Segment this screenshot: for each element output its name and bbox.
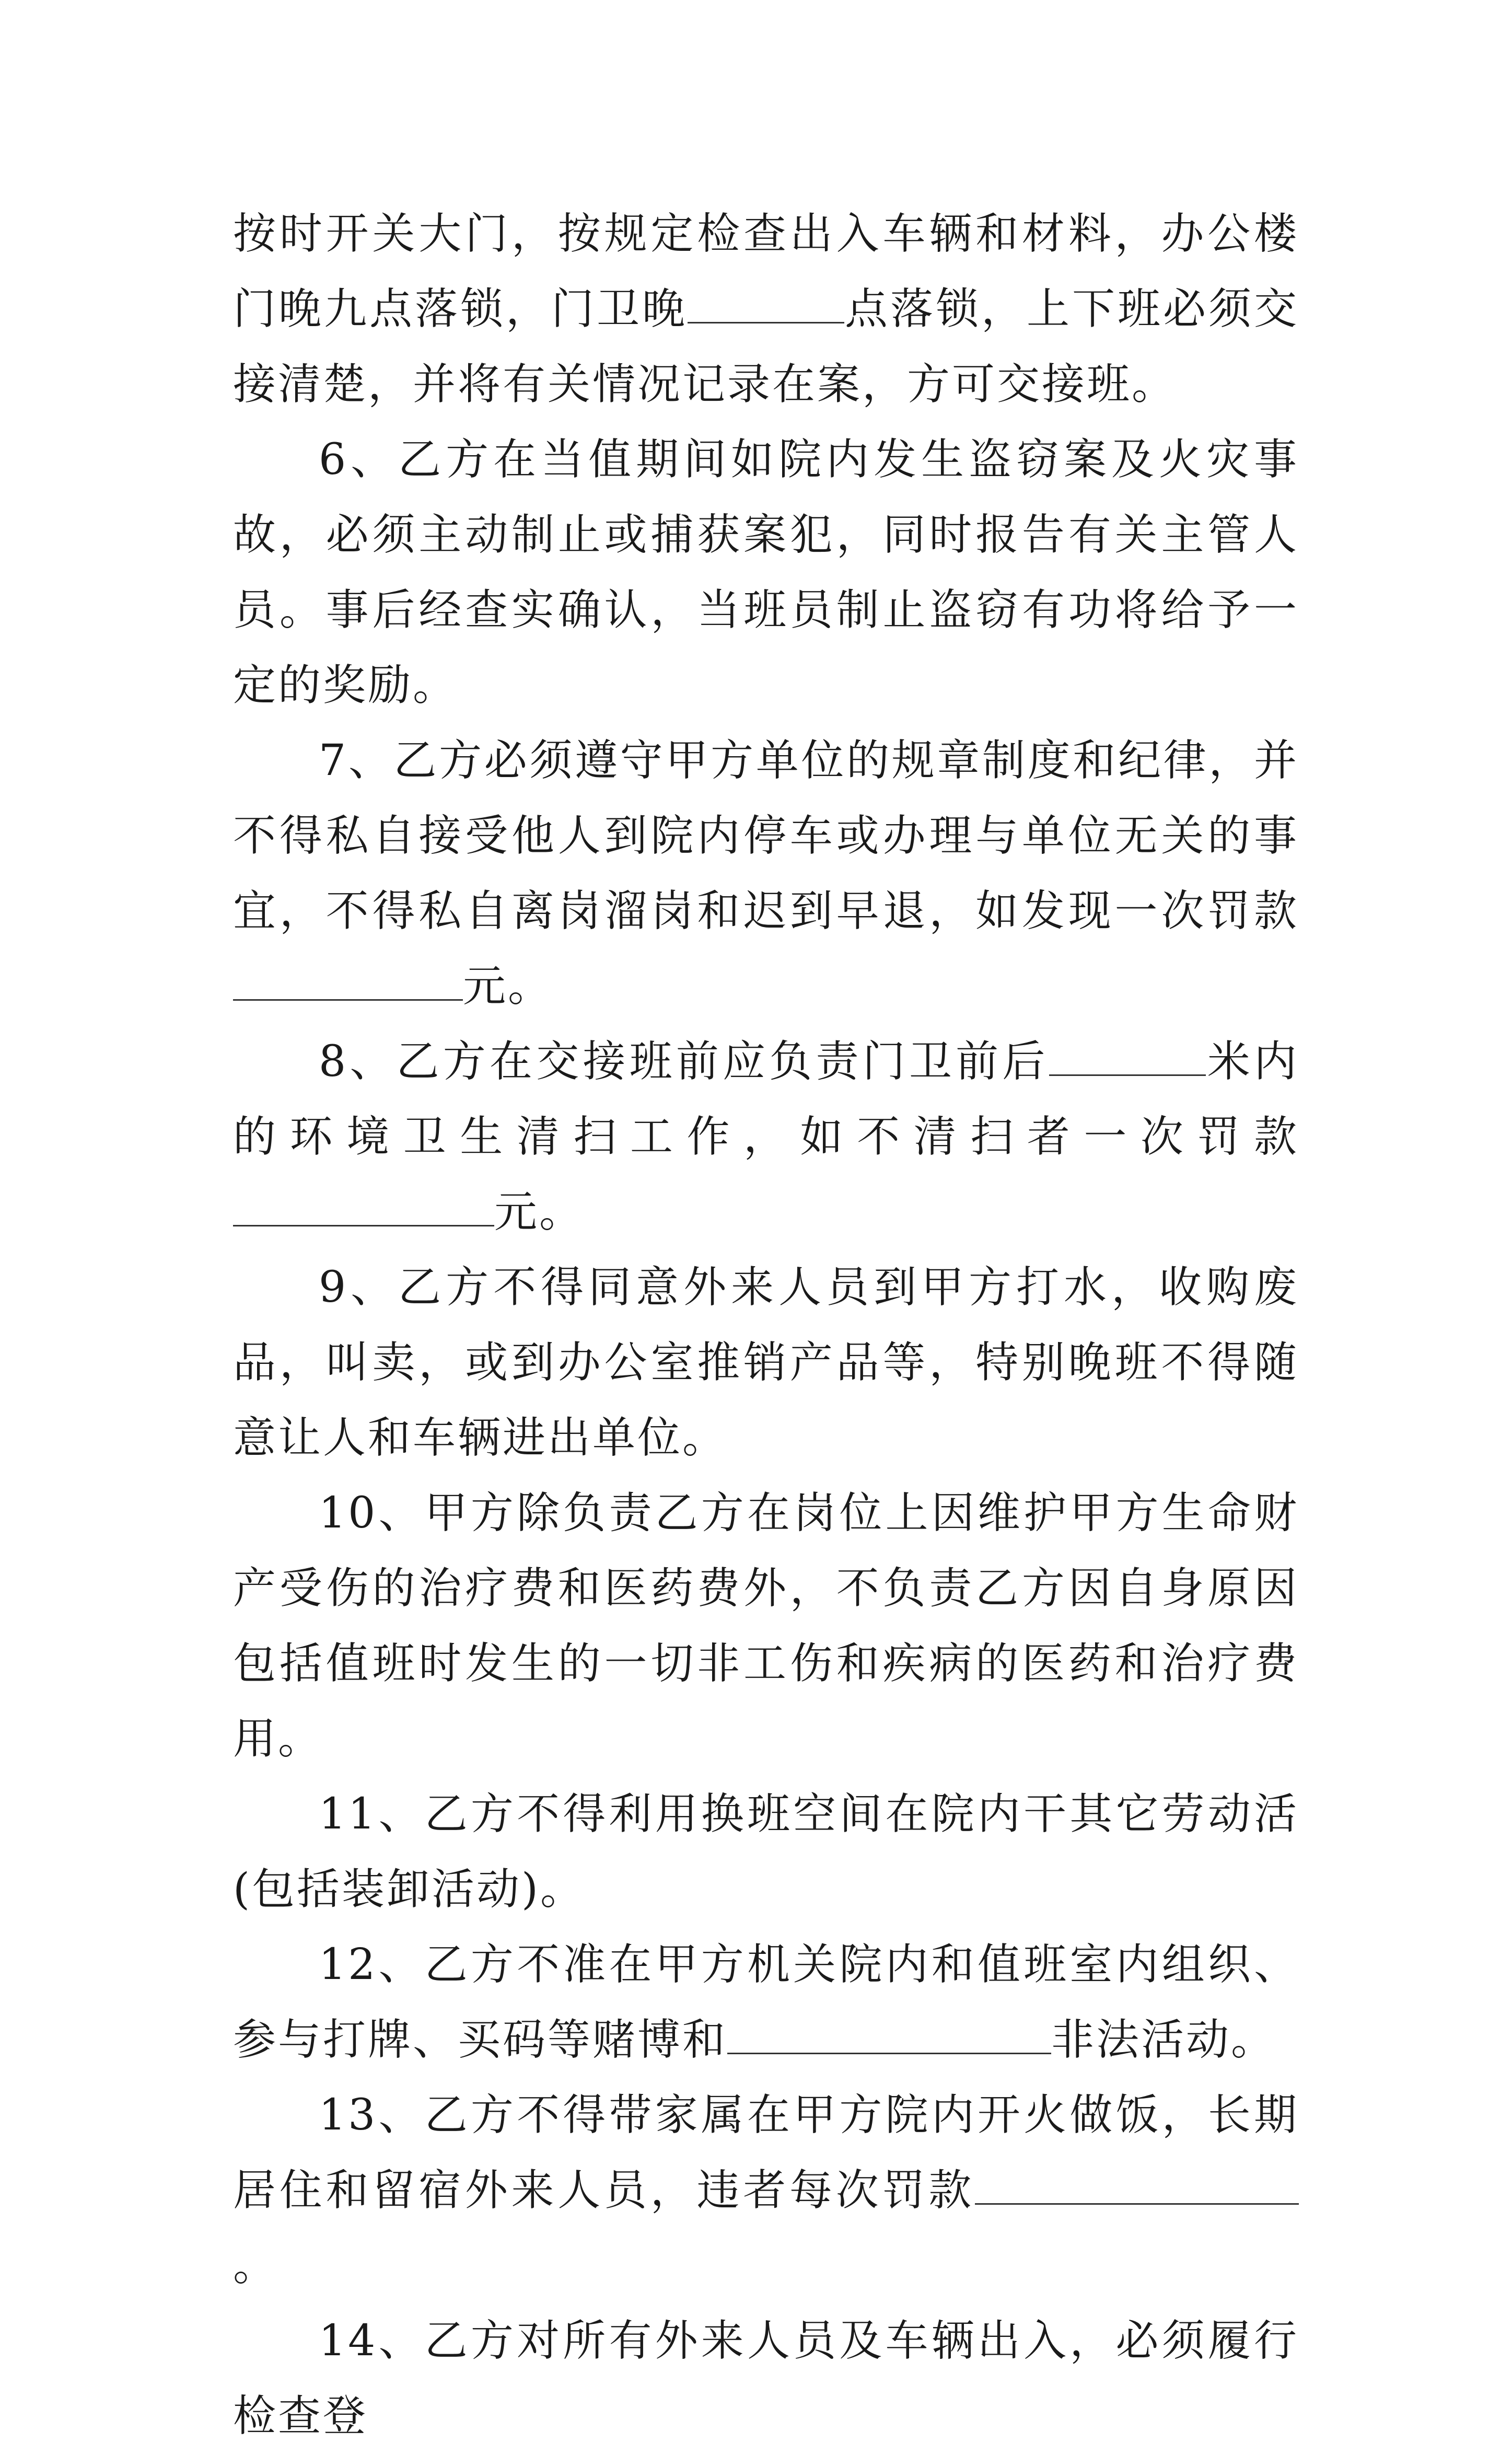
- fill-in-blank: [727, 2015, 1051, 2054]
- paragraph-text: 6、乙方在当值期间如院内发生盗窃案及火灾事故，必须主动制止或捕获案犯，同时报告有关主管人员。事后经查实确认，当班员制止盗窃有功将给予一定的奖励。: [233, 435, 1299, 710]
- paragraph-text: 。: [233, 2241, 278, 2290]
- paragraph-p6: [233, 422, 1299, 723]
- paragraph-text: 9、乙方不得同意外来人员到甲方打水，收购废品，叫卖，或到办公室推销产品等，特别晚班不得随意让人和车辆进出单位。: [233, 1263, 1299, 1463]
- paragraph-p12: [233, 1927, 1299, 2078]
- paragraph-p8: [233, 1024, 1299, 1250]
- paragraph-text: 点落锁，上下班必须交接清楚，并将有关情况记录在案，方可交接班。: [233, 284, 1299, 409]
- fill-in-blank: [233, 962, 463, 1001]
- paragraph-text: 13、乙方不得带家属在甲方院内开火做饭，长期居住和留宿外来人员，违者每次罚款: [233, 2090, 1299, 2215]
- fill-in-blank: [975, 2166, 1299, 2205]
- paragraph-text: 12、乙方不准在甲方机关院内和值班室内组织、参与打牌、买码等赌博和: [233, 1940, 1299, 2065]
- paragraph-p10: [233, 1476, 1299, 1777]
- paragraph-text: 元。: [494, 1187, 585, 1237]
- paragraph-text: 米内的环境卫生清扫工作，如不清扫者一次罚款: [233, 1037, 1299, 1162]
- fill-in-blank: [1049, 1037, 1206, 1076]
- paragraph-text: 按时开关大门，按规定检查出入车辆和材料，办公楼门晚九点落锁，门卫晚: [233, 209, 1299, 334]
- fill-in-blank: [688, 284, 844, 323]
- fill-in-blank: [233, 1187, 494, 1226]
- paragraph-text: 11、乙方不得利用换班空间在院内干其它劳动活(包括装卸活动)。: [233, 1789, 1299, 1914]
- paragraph-p7: [233, 723, 1299, 1024]
- paragraph-p14: [233, 2303, 1299, 2454]
- paragraph-text: 10、甲方除负责乙方在岗位上因维护甲方生命财产受伤的治疗费和医药费外，不负责乙方因自身原因包括值班时发生的一切非工伤和疾病的医药和治疗费用。: [233, 1488, 1299, 1764]
- document-body: [233, 196, 1299, 2454]
- paragraph-p5-cont: [233, 196, 1299, 422]
- paragraph-p9: [233, 1250, 1299, 1476]
- paragraph-p13: [233, 2078, 1299, 2303]
- paragraph-text: 元。: [463, 962, 553, 1011]
- paragraph-text: 7、乙方必须遵守甲方单位的规章制度和纪律，并不得私自接受他人到院内停车或办理与单位无关的事宜，不得私自离岗溜岗和迟到早退，如发现一次罚款: [233, 736, 1299, 936]
- paragraph-p11: [233, 1777, 1299, 1927]
- paragraph-text: 14、乙方对所有外来人员及车辆出入，必须履行检查登: [233, 2316, 1299, 2441]
- paragraph-text: 非法活动。: [1051, 2015, 1276, 2065]
- paragraph-text: 8、乙方在交接班前应负责门卫前后: [319, 1037, 1049, 1086]
